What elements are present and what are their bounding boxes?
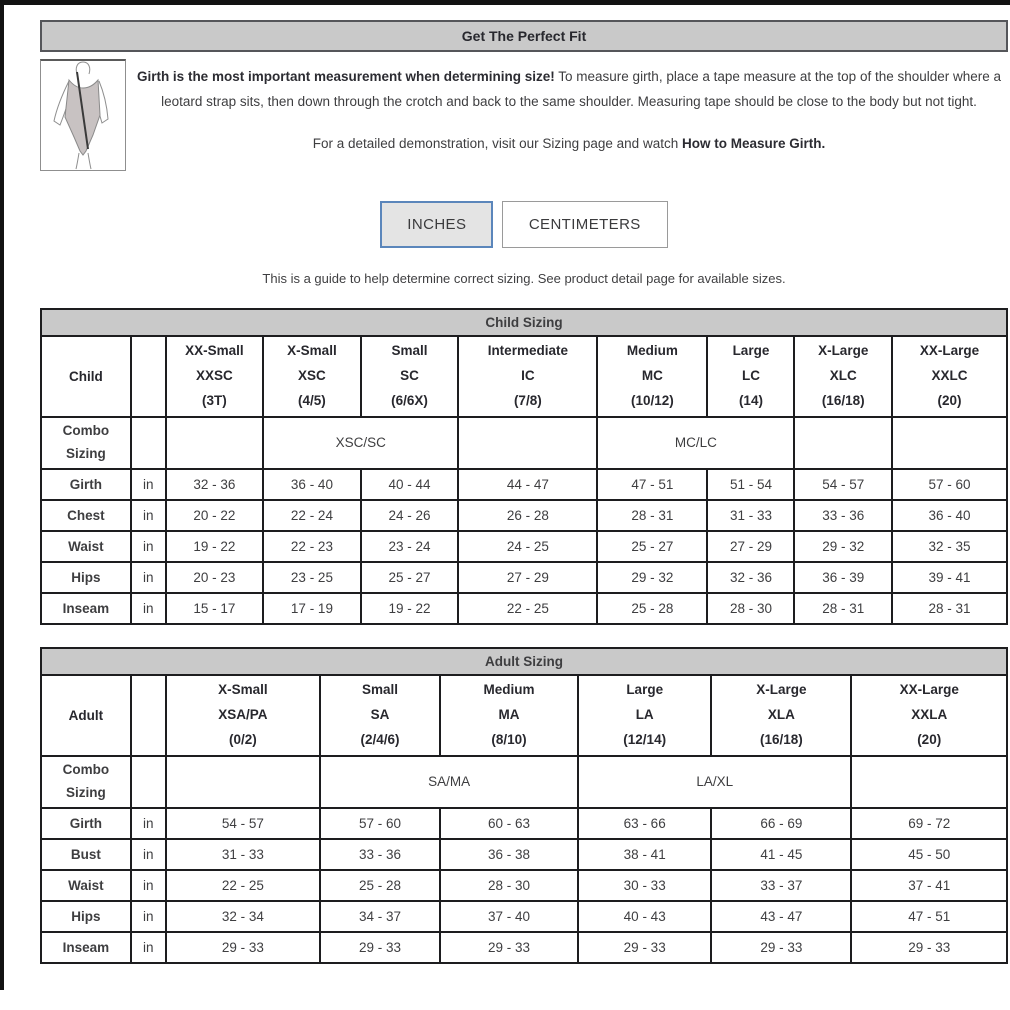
leotard-measure-icon: [41, 61, 125, 170]
page-title: Get The Perfect Fit: [461, 28, 587, 44]
column-header-line: XX-Small: [185, 343, 244, 358]
column-header-row: [41, 336, 1007, 417]
size-value-cell: 22 - 25: [458, 593, 597, 624]
size-value-cell: 38 - 41: [578, 839, 711, 870]
column-header-line: XXLA: [911, 706, 948, 722]
window-top-border: [0, 0, 1010, 5]
size-value-cell: 25 - 28: [597, 593, 707, 624]
combo-cell: [131, 417, 166, 469]
unit-cell: in: [131, 469, 166, 500]
size-value-cell: 34 - 37: [320, 901, 440, 932]
size-value-cell: 51 - 54: [707, 469, 794, 500]
column-header-line: LC: [741, 367, 760, 383]
size-value-cell: 24 - 25: [458, 531, 597, 562]
size-value-cell: 26 - 28: [458, 500, 597, 531]
size-column-header: [707, 336, 794, 417]
column-header-line: Medium: [626, 343, 678, 358]
girth-instructions: [126, 59, 1008, 171]
size-value-cell: 36 - 38: [440, 839, 578, 870]
measurement-label: Girth: [41, 469, 131, 500]
combo-cell: SA/MA: [320, 756, 578, 808]
size-value-cell: 37 - 40: [440, 901, 578, 932]
size-value-cell: 32 - 34: [166, 901, 321, 932]
size-value-cell: 29 - 33: [320, 932, 440, 963]
unit-toggle-group: [40, 201, 1008, 248]
size-value-cell: 36 - 39: [794, 562, 892, 593]
size-value-cell: 28 - 31: [892, 593, 1007, 624]
size-value-cell: 36 - 40: [892, 500, 1007, 531]
combo-cell: XSC/SC: [263, 417, 458, 469]
size-value-cell: 27 - 29: [458, 562, 597, 593]
column-header-line: (3T): [202, 392, 227, 408]
measurement-row: [41, 932, 1007, 963]
combo-cell: [892, 417, 1007, 469]
size-value-cell: 63 - 66: [578, 808, 711, 839]
measurement-label: Bust: [41, 839, 131, 870]
table-row-group-label: Child: [41, 336, 131, 417]
unit-cell: in: [131, 500, 166, 531]
size-value-cell: 24 - 26: [361, 500, 459, 531]
column-header-line: XX-Large: [899, 681, 959, 697]
size-value-cell: 41 - 45: [711, 839, 851, 870]
column-header-line: Small: [391, 343, 428, 358]
demo-note-text: For a detailed demonstration, visit our Sizing page and watch: [312, 136, 682, 151]
size-value-cell: 57 - 60: [320, 808, 440, 839]
size-value-cell: 23 - 25: [263, 562, 361, 593]
size-value-cell: 40 - 44: [361, 469, 459, 500]
size-value-cell: 40 - 43: [578, 901, 711, 932]
measurement-row: [41, 562, 1007, 593]
size-value-cell: 29 - 33: [440, 932, 578, 963]
size-value-cell: 32 - 36: [707, 562, 794, 593]
size-value-cell: 36 - 40: [263, 469, 361, 500]
combo-cell: [851, 756, 1007, 808]
size-value-cell: 25 - 27: [361, 562, 459, 593]
column-header-line: X-Small: [218, 681, 268, 697]
size-value-cell: 25 - 27: [597, 531, 707, 562]
size-value-cell: 29 - 33: [851, 932, 1007, 963]
column-header-line: (12/14): [623, 731, 667, 747]
measurement-row: [41, 469, 1007, 500]
size-value-cell: 29 - 33: [578, 932, 711, 963]
table-row-group-label: Adult: [41, 675, 131, 756]
measurement-label: Waist: [41, 870, 131, 901]
size-value-cell: 28 - 30: [707, 593, 794, 624]
combo-cell: [166, 417, 264, 469]
combo-cell: [131, 756, 166, 808]
combo-sizing-row: [41, 417, 1007, 469]
column-header-line: (20): [937, 392, 962, 408]
size-value-cell: 33 - 37: [711, 870, 851, 901]
size-value-cell: 19 - 22: [166, 531, 264, 562]
column-header-line: IC: [521, 367, 535, 383]
size-value-cell: 47 - 51: [597, 469, 707, 500]
combo-sizing-row: [41, 756, 1007, 808]
size-column-header: [166, 675, 321, 756]
size-value-cell: 29 - 32: [794, 531, 892, 562]
measurement-row: [41, 901, 1007, 932]
column-header-line: XSA/PA: [218, 706, 268, 722]
combo-row-label: Combo Sizing: [41, 417, 131, 469]
size-column-header: [263, 336, 361, 417]
measurement-row: [41, 870, 1007, 901]
column-header-line: MC: [641, 367, 663, 383]
measurement-label: Inseam: [41, 593, 131, 624]
inches-button[interactable]: INCHES: [380, 201, 493, 248]
column-header-line: SA: [370, 706, 390, 722]
size-value-cell: 39 - 41: [892, 562, 1007, 593]
column-header-line: SC: [400, 367, 419, 383]
girth-instruction-rest: To measure girth, place a tape measure at the top of the shoulder where a leotard strap sits, then down through the crotch and back to the same shoulder. Measuring tape should be close to the body but not tight.: [161, 69, 1002, 109]
combo-cell: LA/XL: [578, 756, 851, 808]
measurement-label: Waist: [41, 531, 131, 562]
size-value-cell: 22 - 25: [166, 870, 321, 901]
column-header-line: LA: [635, 706, 654, 722]
combo-cell: [458, 417, 597, 469]
size-value-cell: 22 - 24: [263, 500, 361, 531]
column-header-line: XLA: [767, 706, 795, 722]
column-header-line: Large: [626, 681, 664, 697]
combo-cell: [794, 417, 892, 469]
size-value-cell: 31 - 33: [707, 500, 794, 531]
window-left-border: [0, 5, 4, 990]
size-column-header: [711, 675, 851, 756]
column-header-line: (20): [917, 731, 942, 747]
demo-note-bold: How to Measure Girth.: [681, 136, 826, 151]
table-title: Adult Sizing: [41, 648, 1007, 675]
column-header-line: Small: [362, 681, 399, 697]
column-header-line: (10/12): [631, 392, 674, 408]
adult-table: [40, 647, 1008, 964]
size-column-header: [458, 336, 597, 417]
girth-instruction-bold: Girth is the most important measurement when determining size!: [136, 69, 555, 84]
measurement-row: [41, 839, 1007, 870]
unit-cell: in: [131, 932, 166, 963]
column-header-line: X-Large: [756, 681, 807, 697]
intro-section: [40, 59, 1008, 171]
column-header-line: XXSC: [195, 367, 233, 383]
column-header-line: (7/8): [513, 392, 542, 408]
unit-cell: in: [131, 839, 166, 870]
column-header-line: XXLC: [931, 367, 968, 383]
size-value-cell: 54 - 57: [794, 469, 892, 500]
child-sizing-table-container: [40, 308, 1008, 625]
size-value-cell: 20 - 23: [166, 562, 264, 593]
column-header-line: X-Small: [287, 343, 337, 358]
size-value-cell: 31 - 33: [166, 839, 321, 870]
column-header-line: Intermediate: [487, 343, 568, 358]
column-header-line: (0/2): [228, 731, 257, 747]
measurement-label: Girth: [41, 808, 131, 839]
combo-cell: [166, 756, 321, 808]
size-value-cell: 17 - 19: [263, 593, 361, 624]
centimeters-button[interactable]: CENTIMETERS: [502, 201, 668, 248]
size-value-cell: 69 - 72: [851, 808, 1007, 839]
unit-cell: in: [131, 593, 166, 624]
size-value-cell: 29 - 32: [597, 562, 707, 593]
size-value-cell: 15 - 17: [166, 593, 264, 624]
size-column-header: [166, 336, 264, 417]
size-value-cell: 60 - 63: [440, 808, 578, 839]
adult-sizing-table-container: [40, 647, 1008, 964]
size-value-cell: 29 - 33: [711, 932, 851, 963]
size-column-header: [440, 675, 578, 756]
size-value-cell: 54 - 57: [166, 808, 321, 839]
measurement-label: Hips: [41, 901, 131, 932]
size-value-cell: 29 - 33: [166, 932, 321, 963]
unit-cell: in: [131, 901, 166, 932]
size-value-cell: 45 - 50: [851, 839, 1007, 870]
measurement-row: [41, 808, 1007, 839]
measurement-row: [41, 531, 1007, 562]
sizing-guide-note: This is a guide to help determine correct sizing. See product detail page for available sizes.: [262, 271, 786, 286]
column-header-line: XX-Large: [919, 343, 980, 358]
size-value-cell: 19 - 22: [361, 593, 459, 624]
column-header-line: (16/18): [821, 392, 865, 408]
column-header-line: X-Large: [818, 343, 869, 358]
size-column-header: [851, 675, 1007, 756]
unit-column-header: [131, 336, 166, 417]
size-column-header: [794, 336, 892, 417]
column-header-line: (14): [738, 392, 763, 408]
page-content: [40, 20, 1008, 964]
table-title: Child Sizing: [41, 309, 1007, 336]
size-value-cell: 30 - 33: [578, 870, 711, 901]
child-table: [40, 308, 1008, 625]
size-value-cell: 23 - 24: [361, 531, 459, 562]
measurement-row: [41, 593, 1007, 624]
size-value-cell: 33 - 36: [794, 500, 892, 531]
size-column-header: [320, 675, 440, 756]
measurement-label: Hips: [41, 562, 131, 593]
unit-cell: in: [131, 870, 166, 901]
combo-row-label: Combo Sizing: [41, 756, 131, 808]
column-header-row: [41, 675, 1007, 756]
column-header-line: Medium: [483, 681, 535, 697]
size-value-cell: 37 - 41: [851, 870, 1007, 901]
size-value-cell: 33 - 36: [320, 839, 440, 870]
size-value-cell: 22 - 23: [263, 531, 361, 562]
size-value-cell: 44 - 47: [458, 469, 597, 500]
measurement-label: Inseam: [41, 932, 131, 963]
column-header-line: XLC: [829, 367, 857, 383]
size-value-cell: 57 - 60: [892, 469, 1007, 500]
demo-note: [132, 131, 1006, 156]
size-value-cell: 32 - 35: [892, 531, 1007, 562]
combo-cell: MC/LC: [597, 417, 794, 469]
column-header-line: (8/10): [491, 731, 527, 747]
unit-cell: in: [131, 531, 166, 562]
column-header-line: (2/4/6): [360, 731, 400, 747]
unit-cell: in: [131, 562, 166, 593]
unit-cell: in: [131, 808, 166, 839]
column-header-line: (6/6X): [391, 392, 428, 408]
size-value-cell: 20 - 22: [166, 500, 264, 531]
column-header-line: (4/5): [298, 392, 326, 408]
measurement-row: [41, 500, 1007, 531]
column-header-line: Large: [732, 343, 770, 358]
size-value-cell: 28 - 31: [794, 593, 892, 624]
column-header-line: XSC: [298, 367, 326, 383]
size-value-cell: 66 - 69: [711, 808, 851, 839]
size-column-header: [597, 336, 707, 417]
unit-column-header: [131, 675, 166, 756]
size-value-cell: 47 - 51: [851, 901, 1007, 932]
size-value-cell: 27 - 29: [707, 531, 794, 562]
column-header-line: (16/18): [759, 731, 803, 747]
size-value-cell: 32 - 36: [166, 469, 264, 500]
size-value-cell: 28 - 30: [440, 870, 578, 901]
size-value-cell: 25 - 28: [320, 870, 440, 901]
leotard-figure-image: [40, 59, 126, 171]
girth-instruction-paragraph: [132, 64, 1006, 114]
column-header-line: MA: [498, 706, 520, 722]
measurement-label: Chest: [41, 500, 131, 531]
size-value-cell: 43 - 47: [711, 901, 851, 932]
size-column-header: [361, 336, 459, 417]
page-title-bar: [40, 20, 1008, 52]
size-column-header: [892, 336, 1007, 417]
size-value-cell: 28 - 31: [597, 500, 707, 531]
size-column-header: [578, 675, 711, 756]
